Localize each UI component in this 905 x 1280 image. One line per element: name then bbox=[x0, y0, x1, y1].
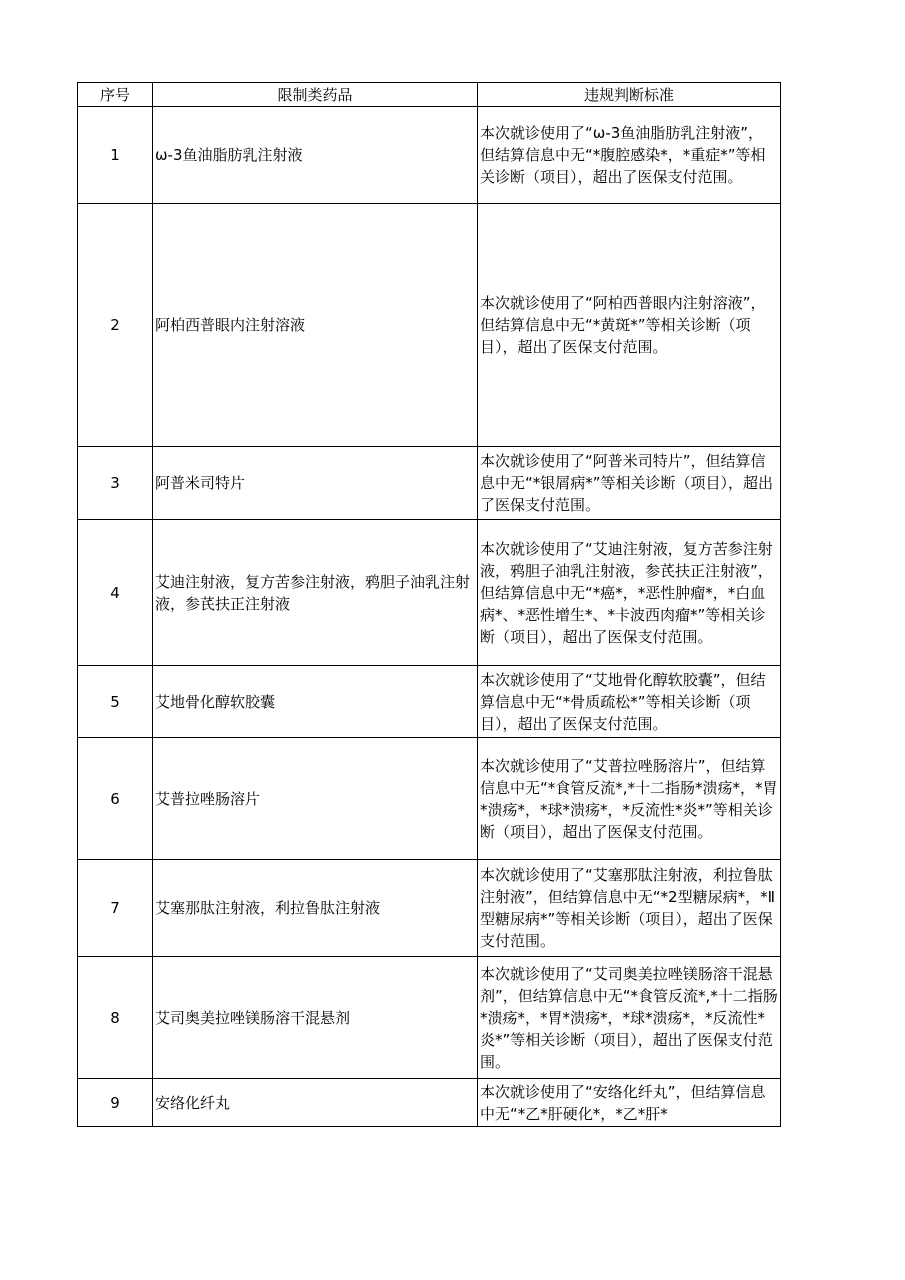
table-row bbox=[78, 957, 781, 1079]
row-no: 9 bbox=[78, 1079, 153, 1127]
header-no: 序号 bbox=[78, 83, 153, 107]
row-no: 3 bbox=[78, 447, 153, 520]
row-no: 5 bbox=[78, 666, 153, 738]
row-rule: 本次就诊使用了“阿普米司特片”，但结算信息中无“*银屑病*”等相关诊断（项目），超出了医保支付范围。 bbox=[478, 447, 781, 520]
row-rule: 本次就诊使用了“艾普拉唑肠溶片”，但结算信息中无“*食管反流*,*十二指肠*溃疡*，*胃*溃疡*，*球*溃疡*，*反流性*炎*”等相关诊断（项目），超出了医保支付范围。 bbox=[478, 738, 781, 860]
table-row bbox=[78, 666, 781, 738]
row-rule: 本次就诊使用了“艾塞那肽注射液，利拉鲁肽注射液”，但结算信息中无“*2型糖尿病*，*Ⅱ型糖尿病*”等相关诊断（项目），超出了医保支付范围。 bbox=[478, 860, 781, 957]
row-drug: ω-3鱼油脂肪乳注射液 bbox=[153, 107, 478, 204]
row-rule: 本次就诊使用了“艾迪注射液，复方苦参注射液，鸦胆子油乳注射液，参芪扶正注射液”，但结算信息中无“*癌*，*恶性肿瘤*，*白血病*、*恶性增生*、*卡波西肉瘤*”等相关诊断（项目），超出了医保支付范围。 bbox=[478, 520, 781, 666]
row-no: 4 bbox=[78, 520, 153, 666]
table-row bbox=[78, 204, 781, 447]
row-drug: 艾地骨化醇软胶囊 bbox=[153, 666, 478, 738]
header-drug: 限制类药品 bbox=[153, 83, 478, 107]
row-drug: 艾迪注射液，复方苦参注射液，鸦胆子油乳注射液，参芪扶正注射液 bbox=[153, 520, 478, 666]
row-drug: 安络化纤丸 bbox=[153, 1079, 478, 1127]
row-drug: 阿普米司特片 bbox=[153, 447, 478, 520]
row-no: 1 bbox=[78, 107, 153, 204]
table-row bbox=[78, 107, 781, 204]
row-no: 2 bbox=[78, 204, 153, 447]
header-row bbox=[78, 83, 781, 107]
row-drug: 艾司奥美拉唑镁肠溶干混悬剂 bbox=[153, 957, 478, 1079]
row-rule: 本次就诊使用了“阿柏西普眼内注射溶液”，但结算信息中无“*黄斑*”等相关诊断（项目），超出了医保支付范围。 bbox=[478, 204, 781, 447]
row-rule: 本次就诊使用了“艾司奥美拉唑镁肠溶干混悬剂”，但结算信息中无“*食管反流*,*十二指肠*溃疡*，*胃*溃疡*，*球*溃疡*，*反流性*炎*”等相关诊断（项目），超出了医保支付范围。 bbox=[478, 957, 781, 1079]
row-drug: 阿柏西普眼内注射溶液 bbox=[153, 204, 478, 447]
row-drug: 艾塞那肽注射液，利拉鲁肽注射液 bbox=[153, 860, 478, 957]
row-drug: 艾普拉唑肠溶片 bbox=[153, 738, 478, 860]
row-rule: 本次就诊使用了“艾地骨化醇软胶囊”，但结算信息中无“*骨质疏松*”等相关诊断（项目），超出了医保支付范围。 bbox=[478, 666, 781, 738]
drug-restriction-table bbox=[77, 82, 781, 1127]
row-no: 8 bbox=[78, 957, 153, 1079]
row-rule: 本次就诊使用了“安络化纤丸”，但结算信息中无“*乙*肝硬化*，*乙*肝* bbox=[478, 1079, 781, 1127]
header-rule: 违规判断标准 bbox=[478, 83, 781, 107]
row-rule: 本次就诊使用了“ω-3鱼油脂肪乳注射液”，但结算信息中无“*腹腔感染*，*重症*”等相关诊断（项目），超出了医保支付范围。 bbox=[478, 107, 781, 204]
row-no: 6 bbox=[78, 738, 153, 860]
table-row bbox=[78, 520, 781, 666]
row-no: 7 bbox=[78, 860, 153, 957]
table-row bbox=[78, 1079, 781, 1127]
table-row bbox=[78, 738, 781, 860]
table-row bbox=[78, 860, 781, 957]
table-row bbox=[78, 447, 781, 520]
